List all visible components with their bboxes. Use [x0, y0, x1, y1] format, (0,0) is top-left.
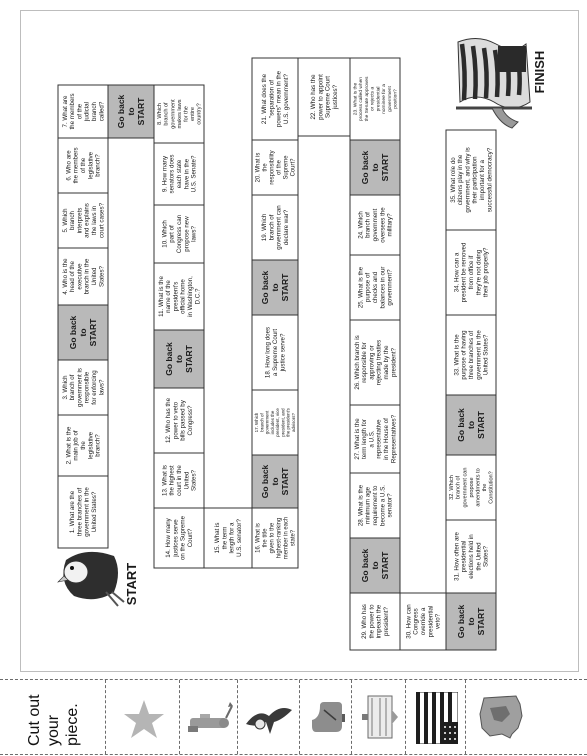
bald-eagle-icon: [244, 694, 294, 740]
board-square-20-text-line: of the: [276, 160, 283, 175]
go-back-square-34-text-line: Go back: [359, 548, 370, 583]
go-back-square-3-text-line: to: [77, 328, 88, 337]
board-square-25-text-line: 25. What is the: [357, 266, 365, 309]
board-square-31-text-line: the United: [475, 542, 483, 571]
board-square-34-text-line: from office if: [468, 255, 475, 290]
board-square-22-text-line: 22. Who has the: [310, 74, 318, 120]
board-square-1-text-line: United States?: [91, 491, 98, 533]
go-back-square-22-text-line: to: [269, 283, 280, 292]
board-square-3-text-line: government is: [76, 368, 84, 407]
piece-flag[interactable]: [406, 680, 466, 754]
board-square-33-text-line: government in the: [475, 330, 483, 380]
cut-out-line-3: piece.: [63, 703, 81, 746]
piece-white-house[interactable]: [352, 680, 406, 754]
board-square-20-text-line: 20. What is: [255, 152, 262, 183]
board-square-35-text-line: 35. What role do: [449, 157, 457, 203]
board-square-20-text-line: responsibility: [269, 150, 276, 185]
board-square-10-text-line: laws?: [190, 226, 198, 242]
board-square-11-text-line: president's: [172, 281, 180, 312]
board-square-28-text-line: senator?: [386, 493, 394, 518]
finish-area: [456, 38, 547, 128]
cut-out-strip: [0, 676, 587, 756]
board-square-32-text-line: Constitution?: [488, 471, 495, 504]
board-square-29-text-line: president?: [383, 607, 390, 636]
board-square-20-text-line: Supreme: [283, 155, 290, 180]
board-square-7-text-line: branch: [91, 102, 98, 121]
board-square-25-text-line: checks and: [372, 271, 379, 304]
board-square-32-text-line: the: [482, 483, 488, 492]
board-square-20-text-line: the: [262, 163, 269, 172]
board-square-8-text: [157, 99, 203, 129]
board-square-24-text-line: oversees the: [379, 207, 387, 243]
board-square-33-text: [453, 330, 489, 380]
board-square-14-text-line: 14. How many: [165, 518, 173, 558]
board-square-19-text-line: declare war?: [283, 209, 290, 246]
go-back-square-28-text-line: Go back: [359, 150, 370, 185]
board-square-5-text-line: court cases?: [98, 202, 106, 239]
board-square-1-text: [69, 487, 98, 537]
board-square-27-text-line: 27. What is the: [353, 418, 361, 460]
board-square-19-text-line: government can: [275, 205, 283, 250]
board-square-5-text-line: interprets: [76, 207, 84, 234]
board-square-13-text-line: United: [183, 471, 191, 490]
board-square-35-text-line: their participation: [471, 156, 479, 204]
board-square-27-text-line: term length for: [361, 419, 369, 459]
board-square-10-text-line: part of: [168, 225, 176, 243]
board-square-9-text-line: have in the: [183, 158, 191, 190]
board-square-29-text-line: 29. Who has: [361, 604, 369, 639]
finish-label: FINISH: [532, 50, 547, 94]
board-square-25-text-line: government?: [386, 269, 394, 306]
board-square-33-text-line: 33. What is the: [453, 334, 461, 376]
board-square-7-text-line: 7. What are: [61, 95, 69, 128]
white-house-icon: [358, 692, 400, 742]
statue-of-liberty-icon: [186, 696, 234, 740]
bald-eagle-start-icon: [58, 552, 124, 606]
board-square-18-text-line: justice serve?: [279, 333, 287, 372]
board-square-8-text-line: entire: [190, 107, 196, 121]
board-square-18-text-line: a Supreme Court: [272, 328, 279, 377]
board-square-25-text: [357, 266, 393, 308]
board-square-35-text-line: citizens play in the: [457, 154, 465, 206]
board-square-27-text-line: representative: [375, 419, 383, 459]
board-square-17-text-line: 17. Which: [254, 412, 260, 433]
board-square-11-text-line: 11. What is the: [157, 276, 165, 317]
go-back-square-13-text-line: Go back: [163, 342, 174, 376]
cut-out-line-2: your: [44, 714, 62, 746]
board-square-30-text-line: presidential: [427, 605, 435, 638]
piece-usa-map[interactable]: [466, 680, 538, 754]
board-square-23-text-line: presidential: [376, 86, 382, 112]
board-square-35-text-line: important for a: [479, 160, 486, 200]
board-square-31-text-line: elections held in: [468, 534, 475, 579]
board-square-25-text-line: purpose of: [364, 272, 372, 303]
board-square-16-text-line: member in each: [283, 516, 290, 560]
board-square-30-text-line: Congress: [412, 608, 420, 635]
board-square-7-text-line: called?: [98, 101, 106, 122]
board-square-30-text-line: 30. How can: [405, 604, 413, 639]
board-square-1-text-line: government in the: [83, 487, 91, 537]
board-square-28-text-line: requirement to: [372, 485, 379, 526]
board-square-4-text-line: branch in the: [83, 258, 91, 295]
board-square-23-text-line: nominee for a: [382, 84, 388, 114]
board-square-3-text-line: laws?: [98, 379, 106, 396]
board-square-32-text-line: 32. Which: [449, 475, 456, 500]
board-square-8-text-line: makes laws: [176, 99, 183, 129]
board-square-4-text-line: executive: [76, 263, 84, 290]
board-square-24-text-line: government: [372, 208, 379, 242]
board-square-16-text-line: state?: [290, 529, 297, 547]
board-square-17-text-line: the president's: [285, 408, 291, 437]
board-square-22-text-line: power to appoint: [317, 74, 325, 120]
board-square-23-text-line: or rejects a: [370, 86, 376, 112]
go-back-square-8-text-line: Go back: [115, 94, 126, 129]
board-square-3-text-line: for enforcing: [91, 370, 98, 405]
board-square-10-text-line: Congress can: [176, 214, 183, 254]
board-square-26-text-line: 26. Which branch is: [353, 335, 361, 390]
liberty-bell-icon: [306, 696, 346, 740]
board-square-25-text-line: balances in our: [379, 266, 387, 309]
board-square-2-text-line: 2. What is the: [65, 426, 73, 465]
board-square-26-text-line: rejecting treaties: [375, 339, 383, 386]
board-square-30-text-line: override a: [420, 607, 427, 636]
board-square-14-text-line: on the Supreme: [179, 515, 187, 561]
board-square-27-text-line: in the House of: [383, 418, 390, 460]
board-square-16-text-line: 16. What is: [255, 523, 262, 553]
board-square-6-text-line: 6. Who are: [65, 150, 73, 181]
board-square-17-text-line: president, vice: [275, 408, 281, 437]
board-square-15-text-line: the term: [221, 526, 229, 550]
board-square-2-text-line: branch?: [94, 434, 102, 457]
board-square-35-text: [450, 147, 494, 212]
board-square-19-text-line: 19. Which: [261, 213, 269, 242]
board-square-27-text: [354, 414, 398, 463]
board-square-11-text-line: in Washington,: [187, 276, 194, 317]
go-back-square-40-text-line: START: [475, 411, 486, 439]
board-square-2-text-line: legislative: [87, 431, 95, 460]
board-square-8-text-line: 8. Which: [157, 103, 164, 125]
board-square-32-text-line: government can: [462, 467, 469, 508]
board-square-10-text-line: propose new: [183, 216, 191, 252]
go-back-square-19-text-line: START: [279, 467, 290, 496]
board-square-31-text-line: presidential: [460, 540, 468, 573]
american-flag-icon: [416, 692, 458, 744]
board-square-22-text-line: justices?: [332, 84, 339, 110]
go-back-square-28-text-line: to: [369, 163, 380, 172]
board-square-8-text-line: for the: [183, 106, 190, 122]
board-square-5-text-line: 5. Which: [61, 208, 69, 233]
board-square-12-text-line: power to veto: [172, 401, 180, 440]
board-square-23-text-line: the Senate approves: [365, 76, 370, 122]
board-square-14-text-line: Court?: [187, 528, 194, 548]
go-back-square-22-text-line: Go back: [259, 270, 270, 305]
board-square-26-text-line: approving or: [368, 345, 376, 380]
board-square-22-text-line: Supreme Court: [324, 76, 332, 118]
board-square-8-text-line: branch of: [163, 102, 170, 126]
board-square-4-text-line: States?: [98, 266, 106, 287]
piece-star[interactable]: [106, 680, 180, 754]
board-square-33-text-line: purpose of having: [460, 330, 468, 380]
board-square-2-text-line: the: [80, 441, 87, 450]
board-square-21-text-line: "separation of: [268, 80, 276, 118]
go-back-square-34-text-line: to: [369, 561, 380, 570]
board-square-17-text-line: president, and: [280, 408, 286, 437]
board-square-9-text: [161, 155, 197, 194]
board-square-7-text-line: judicial: [83, 102, 91, 121]
piece-bell[interactable]: [300, 680, 352, 754]
board-square-32-text-line: propose: [468, 477, 475, 498]
board-square-34-text-line: president be removed: [460, 242, 468, 303]
board-square-23-text-line: 23. What is the: [353, 82, 359, 116]
board-square-9-text-line: U.S. Senate?: [190, 155, 198, 193]
go-back-square-40-text-line: Go back: [455, 408, 466, 442]
board-square-24-text-line: branch of: [364, 212, 372, 238]
board-square-33-text-line: United States?: [482, 334, 490, 376]
board-square-16-text-line: given to the: [269, 522, 276, 554]
board-square-17-text-line: branch of: [259, 413, 265, 432]
board-square-11-text-line: name of the: [165, 280, 173, 313]
board-square-32-text-line: branch of: [455, 475, 462, 500]
go-back-square-13-text-line: to: [173, 354, 184, 364]
board-square-30-text-line: veto?: [434, 613, 442, 630]
cut-cell-label: [0, 680, 106, 754]
board-square-12-text-line: 12. Who has the: [165, 397, 173, 444]
go-back-square-37-text-line: START: [475, 607, 486, 636]
board-square-7-text-line: the members: [69, 93, 77, 130]
board-square-23-text-line: process called when: [359, 76, 365, 122]
united-states-map-icon: [476, 694, 526, 740]
board-square-31-text-line: 31. How often are: [453, 532, 461, 581]
board-square-3-text-line: branch of: [69, 374, 77, 401]
board-square-26-text-line: made by the: [383, 345, 390, 380]
board-square-13-text-line: States?: [190, 470, 198, 491]
cut-out-line-1: Cut out: [25, 694, 43, 746]
board-square-29-text-line: impeach the: [375, 604, 383, 639]
board-square-13-text-line: the highest: [168, 465, 176, 496]
board-square-6-text-line: branch?: [94, 154, 102, 177]
star-icon: [122, 698, 166, 740]
board-square-21-text-line: 21. What does the: [261, 73, 269, 125]
board-square-27-text-line: Representatives?: [390, 414, 398, 464]
board-square-28-text-line: 28. What is the: [357, 484, 365, 527]
board-square-4-text-line: 4. Who is the: [61, 258, 69, 295]
go-back-square-40-text-line: to: [465, 420, 476, 430]
go-back-square-8-text-line: START: [135, 97, 146, 126]
piece-statue[interactable]: [180, 680, 238, 754]
board-square-6-text-line: of the: [80, 157, 87, 174]
board-square-15-text-line: 15. What is: [214, 522, 222, 554]
board-square-3-text-line: 3. Which: [61, 375, 69, 400]
board-square-35-text-line: successful democracy?: [486, 147, 494, 213]
board-square-16-text-line: highest-ranking: [276, 517, 283, 559]
start-area: [58, 552, 139, 606]
board-square-24-text-line: 24. Which: [357, 211, 365, 239]
board-square-29-text-line: the power to: [368, 604, 376, 639]
board-square-32-text-line: amendments to: [475, 468, 482, 507]
board-square-21-text: [261, 70, 290, 127]
board-square-26-text-line: responsible for: [361, 342, 369, 383]
board-square-15-text-line: U.S. senator?: [236, 519, 243, 557]
board-square-19-text-line: branch of: [268, 214, 276, 241]
board-square-33-text-line: three branches of: [468, 330, 475, 380]
go-back-square-13-text-line: START: [183, 345, 194, 373]
board-square-7-text-line: of the: [76, 103, 84, 120]
board-square-6-text-line: the members: [72, 147, 80, 184]
board-square-18-text: [265, 327, 287, 378]
go-back-square-19-text-line: to: [269, 477, 280, 486]
board-square-11-text-line: official home: [179, 279, 187, 314]
board-square-9-text-line: each state: [176, 159, 183, 189]
board-square-1-text-line: three branches of: [76, 487, 84, 537]
go-back-square-19-text-line: Go back: [259, 464, 270, 499]
go-back-square-3-text-line: START: [87, 318, 98, 347]
board-square-23-text-line: government: [388, 86, 393, 112]
go-back-square-8-text-line: to: [125, 107, 136, 116]
board-square-13-text-line: 13. What is: [161, 465, 169, 496]
board-square-17-text-line: includes the: [269, 410, 275, 435]
board-square-27-text-line: a U.S.: [368, 430, 376, 448]
board-square-17-text-line: advisors?: [290, 413, 296, 432]
go-back-square-34-text-line: START: [379, 551, 390, 580]
board-square-5-text-line: branch: [69, 211, 77, 230]
board-square-24-text-line: military?: [386, 213, 394, 237]
board-square-15-text-line: length for a: [228, 522, 236, 554]
board-square-23-text-line: position?: [393, 89, 399, 109]
board-square-5-text-line: and explains: [83, 203, 91, 238]
piece-eagle[interactable]: [238, 680, 300, 754]
board-square-16-text-line: the title: [262, 528, 269, 548]
start-label: START: [124, 562, 139, 606]
board-square-11-text-line: D.C.?: [194, 288, 202, 305]
go-back-square-37-text-line: to: [465, 617, 476, 626]
board-square-20-text-line: Court?: [290, 158, 297, 177]
board-square-5-text-line: the laws in: [91, 205, 98, 236]
board-square-34-text-line: their job properly?: [482, 247, 490, 298]
board-square-34-text-line: 34. How can a: [453, 252, 461, 293]
board-square-13-text-line: court in the: [176, 465, 183, 496]
board-square-9-text-line: senators does: [168, 154, 176, 194]
board-square-35-text-line: government, and why is: [464, 147, 472, 213]
board-square-14-text-line: justices serve: [172, 519, 180, 557]
board-square-4-text-line: head of the: [69, 261, 77, 292]
american-flag-finish-icon: [456, 38, 532, 128]
board-square-12-text-line: Congress?: [187, 405, 194, 436]
board-square-9-text-line: 9. How many: [161, 155, 169, 193]
board-square-21-text-line: U.S. government?: [283, 74, 290, 124]
board-square-12-text-line: bills passed by: [179, 400, 187, 441]
board-square-17-text-line: government: [264, 410, 270, 435]
board-square-29-text: [361, 604, 390, 639]
board-square-4-text-line: United: [91, 267, 98, 286]
go-back-square-37-text-line: Go back: [455, 604, 466, 639]
board-square-1-text-line: 1. What are the: [69, 490, 77, 534]
board-square-34-text-line: they're not doing: [475, 249, 483, 296]
board-square-26-text-line: president?: [390, 348, 398, 377]
board-square-28-text-line: minimum age: [364, 486, 372, 525]
go-back-square-28-text-line: START: [379, 153, 390, 182]
board-square-8-text-line: government: [170, 99, 177, 129]
board-square-31-text-line: States?: [482, 546, 490, 567]
board-square-2-text-line: main job of: [72, 430, 80, 461]
board-square-18-text-line: 18. How long does: [264, 326, 272, 379]
go-back-square-3-text-line: Go back: [67, 315, 78, 350]
board-square-6-text-line: legislative: [87, 151, 95, 180]
board-square-3-text-line: responsible: [83, 371, 91, 404]
board-square-10-text-line: 10. Which: [161, 220, 169, 248]
board-square-28-text-line: become a U.S.: [379, 485, 387, 526]
board-square-21-text-line: powers" mean in the: [275, 70, 283, 128]
go-back-square-22-text-line: START: [279, 273, 290, 302]
board-square-15-text: [214, 519, 243, 557]
board-square-8-text-line: country?: [196, 103, 203, 125]
